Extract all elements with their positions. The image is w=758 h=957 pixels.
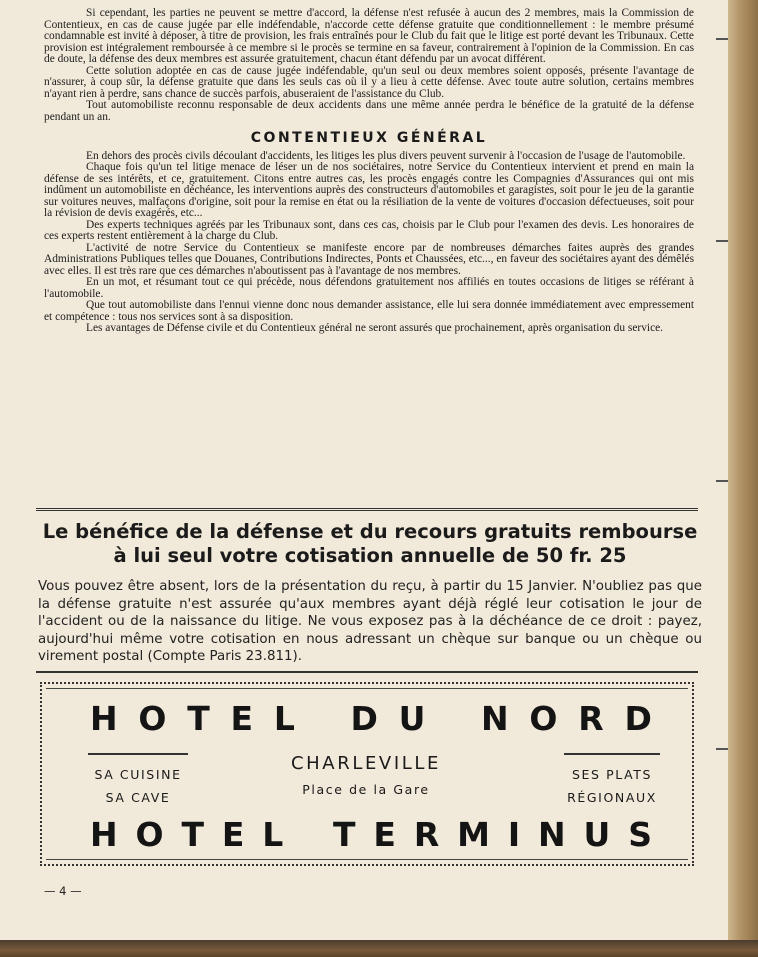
hotel-advertisement xyxy=(40,682,694,866)
paragraph: Des experts techniques agréés par les Tribunaux sont, dans ces cas, choisis par le Club pour l'examen des devis. Les honoraires de ces experts restent entièrement à la charge du Club. xyxy=(44,218,694,242)
hotel-letter: O xyxy=(135,815,164,854)
hotel-terminus-title xyxy=(46,815,688,854)
divider xyxy=(36,508,698,511)
paragraph: En un mot, et résumant tout ce qui précède, nous défendons gratuitement nos affiliés en toutes occasions de litiges se référant à l'automobile. xyxy=(44,276,694,300)
hotel-letter: D xyxy=(350,699,378,738)
margin-mark xyxy=(716,748,728,750)
ad-text: RÉGIONAUX xyxy=(567,790,657,805)
ad-frame xyxy=(46,688,688,860)
paragraph: Que tout automobiliste dans l'ennui vienne donc nous demander assistance, elle lui sera donnée immédiatement avec empressement et compétence : tous nos services sont à sa disposition. xyxy=(44,299,694,323)
promo-headline-line: Le bénéfice de la défense et du recours gratuits rembourse xyxy=(42,520,698,543)
book-spine xyxy=(728,0,758,957)
paragraph: L'activité de notre Service du Contentieux se manifeste encore par de nombreuses démarches faites auprès des grandes Administrations Publiques telles que Douanes, Contributions Indirectes, Ponts et Chaussées, etc..., en faveur des sociétaires ayant des démêlés avec elles. Il est très rare que ces démarches n'aboutissent pas à l'avantage de nos membres. xyxy=(44,241,694,277)
promo-headline xyxy=(30,520,710,568)
divider xyxy=(36,671,698,673)
hotel-letter: N xyxy=(538,815,566,854)
ad-address: Place de la Gare xyxy=(302,782,430,797)
paragraph: Tout automobiliste reconnu responsable de deux accidents dans une même année perdra le bénéfice de la gratuité de la défense pendant un an. xyxy=(44,99,694,123)
hotel-letter: U xyxy=(583,815,611,854)
hotel-letter: L xyxy=(262,815,284,854)
hotel-letter: S xyxy=(628,815,652,854)
ad-text: SA CUISINE xyxy=(94,767,182,782)
paragraph: Si cependant, les parties ne peuvent se mettre d'accord, la défense n'est refusée à aucun des 2 membres, mais la Commission de Contentieux, en cas de cause jugée par elle indéfendable, n'accorde cette défense gratuite que conditionnellement : le membre présumé condamnable est invité à déposer, à titre de provision, les frais entraînés pour le Club du fait que le litige est porté devant les Tribunaux. Cette provision est intégralement remboursée à ce membre si le procès se termine en sa faveur, contrairement à l'opinion de la Commission. En cas de doute, la défense des deux membres est assurée gratuitement, chacun étant défendu par un avocat différent. xyxy=(44,7,694,65)
ad-right-column xyxy=(564,753,660,809)
margin-mark xyxy=(716,480,728,482)
hotel-letter: T xyxy=(181,815,204,854)
hotel-letter: E xyxy=(221,815,245,854)
hotel-letter: T xyxy=(187,699,210,738)
hotel-letter: I xyxy=(507,815,521,854)
promo-text: Vous pouvez être absent, lors de la présentation du reçu, à partir du 15 Janvier. N'oubliez pas que la défense gratuite n'est assurée qu'aux membres ayant déjà réglé leur cotisation le jour de l'accident ou de la naissance du litige. Ne vous exposez pas à la déchéance de ce droit : payez, aujourd'hui même votre cotisation en nous adressant un chèque sur banque ou un chèque ou virement postal (Compte Paris 23.811). xyxy=(38,579,702,664)
margin-mark xyxy=(716,240,728,242)
hotel-letter xyxy=(301,815,315,854)
hotel-letter: N xyxy=(481,699,509,738)
ad-city: CHARLEVILLE xyxy=(291,753,441,774)
hotel-letter: O xyxy=(138,699,167,738)
hotel-letter xyxy=(316,699,330,738)
section-title: CONTENTIEUX GÉNÉRAL xyxy=(250,130,488,146)
hotel-letter xyxy=(446,699,460,738)
paragraph: Cette solution adoptée en cas de cause jugée indéfendable, qu'un seul ou deux membres soient opposés, présente l'avantage de n'assurer, à coup sûr, la défense gratuite que dans les seuls cas où il y a lieu à cette défense. Avec toute autre solution, certains membres n'ayant rien à perdre, sans chance de succès parfois, abuseraient de l'assistance du Club. xyxy=(44,64,694,100)
ad-text: SA CAVE xyxy=(105,790,171,805)
hotel-letter: E xyxy=(230,699,254,738)
paragraph: Chaque fois qu'un tel litige menace de léser un de nos sociétaires, notre Service du Contentieux intervient et prend en main la défense de ses intérêts, et ce, gratuitement. Citons entre autres cas, les procès engagés contre les Compagnies d'Assurances qui ont mis indûment un automobiliste en déchéance, les interventions auprès des constructeurs d'automobiles et garagistes, soit pour le jeu de la garantie sur voitures neuves, malfaçons d'origine, soit pour la remise en état ou la résiliation de la vente de voitures d'occasion défectueuses, soit pour la révision de devis exagérés, etc... xyxy=(44,161,694,219)
hotel-letter: T xyxy=(333,815,356,854)
hotel-letter: H xyxy=(90,815,118,854)
hotel-letter: R xyxy=(413,815,440,854)
ad-center-column xyxy=(266,753,466,801)
hotel-letter: U xyxy=(398,699,426,738)
page-edge xyxy=(0,940,758,957)
paragraph: En dehors des procès civils découlant d'accidents, les litiges les plus divers peuvent survenir à l'occasion de l'usage de l'automobile. xyxy=(86,149,686,162)
hotel-letter: H xyxy=(90,699,118,738)
hotel-letter: E xyxy=(373,815,396,854)
hotel-letter: R xyxy=(578,699,604,738)
hotel-letter: L xyxy=(273,699,295,738)
page-number: — 4 — xyxy=(44,884,82,898)
hotel-du-nord-title xyxy=(46,699,688,738)
ad-text: SES PLATS xyxy=(571,767,653,782)
article-body xyxy=(44,8,694,335)
margin-mark xyxy=(716,38,728,40)
hotel-letter: D xyxy=(624,699,652,738)
promo-headline-line: à lui seul votre cotisation annuelle de 50 fr. 25 xyxy=(113,544,627,567)
hotel-letter: M xyxy=(457,815,490,854)
paragraph: Les avantages de Défense civile et du Contentieux général ne seront assurés que prochainement, après organisation du service. xyxy=(86,322,664,334)
hotel-letter: O xyxy=(529,699,558,738)
ad-left-column xyxy=(88,753,188,809)
